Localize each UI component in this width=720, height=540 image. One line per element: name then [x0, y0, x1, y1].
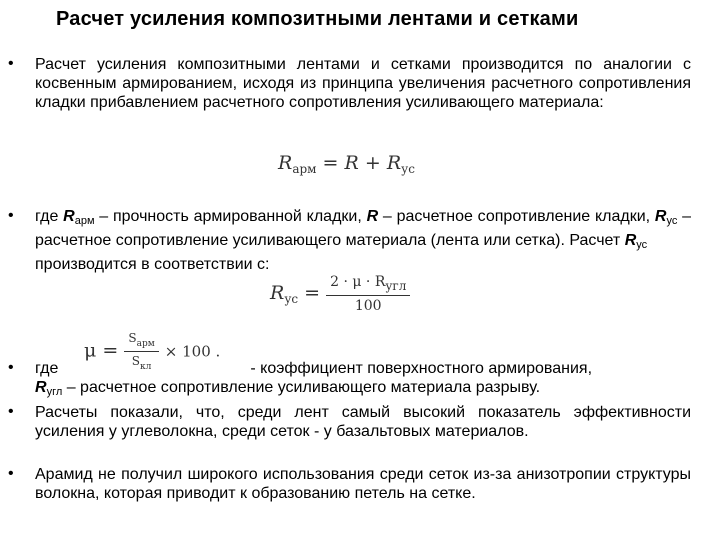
paragraph-results: Расчеты показали, что, среди лент самый высокий показатель эффективности усиления у углеволокна, среди сеток - у базальтовых материалов.	[35, 404, 691, 440]
fraction: $\frac{S_{арм}}{S_{кл}}$	[124, 331, 158, 372]
paragraph-aramid: Арамид не получил широкого использования среди сеток из-за анизотропии структуры волокна, которая приводит к образованию петель на сетке.	[35, 466, 691, 502]
formula-r-us: $R_{ус}$ = $\frac{2 \cdot \mu \cdot R_{угл}}{100}$	[270, 274, 410, 314]
bullet-marker: •	[8, 207, 14, 224]
bullet-marker: •	[8, 55, 14, 72]
paragraph-where-definitions: где $R_{арм}$ – прочность армированной кладки, R – расчетное сопротивление кладки, $R_{ус}$ – расчетное сопротивление усиливающего материала (лента или сетка). Расчет $R_{ус}$ производится в соответствии с:	[35, 208, 692, 273]
bullet-marker: •	[8, 403, 14, 420]
paragraph-intro: Расчет усиления композитными лентами и сетками производится по аналогии с косвенным армированием, исходя из принципа увеличения расчетного сопротивления кладки прибавлением расчетного сопротивления усиливающего материала:	[35, 56, 691, 111]
bullet-marker: •	[8, 465, 14, 482]
formula-mu: μ = $\frac{S_{арм}}{S_{кл}}$ × 100 .	[84, 331, 221, 372]
bullet-marker: •	[8, 359, 14, 376]
slide-title: Расчет усиления композитными лентами и сетками	[56, 8, 579, 30]
fraction: $\frac{2 \cdot \mu \cdot R_{угл}}{100}$	[326, 274, 410, 314]
paragraph-mu-definition: где - коэффициент поверхностного армирования, $R_{угл}$ – расчетное сопротивление усиливающего материала разрыву.	[35, 360, 593, 398]
formula-r-arm: $R_{арм} = R + R_{ус}$	[278, 152, 415, 176]
